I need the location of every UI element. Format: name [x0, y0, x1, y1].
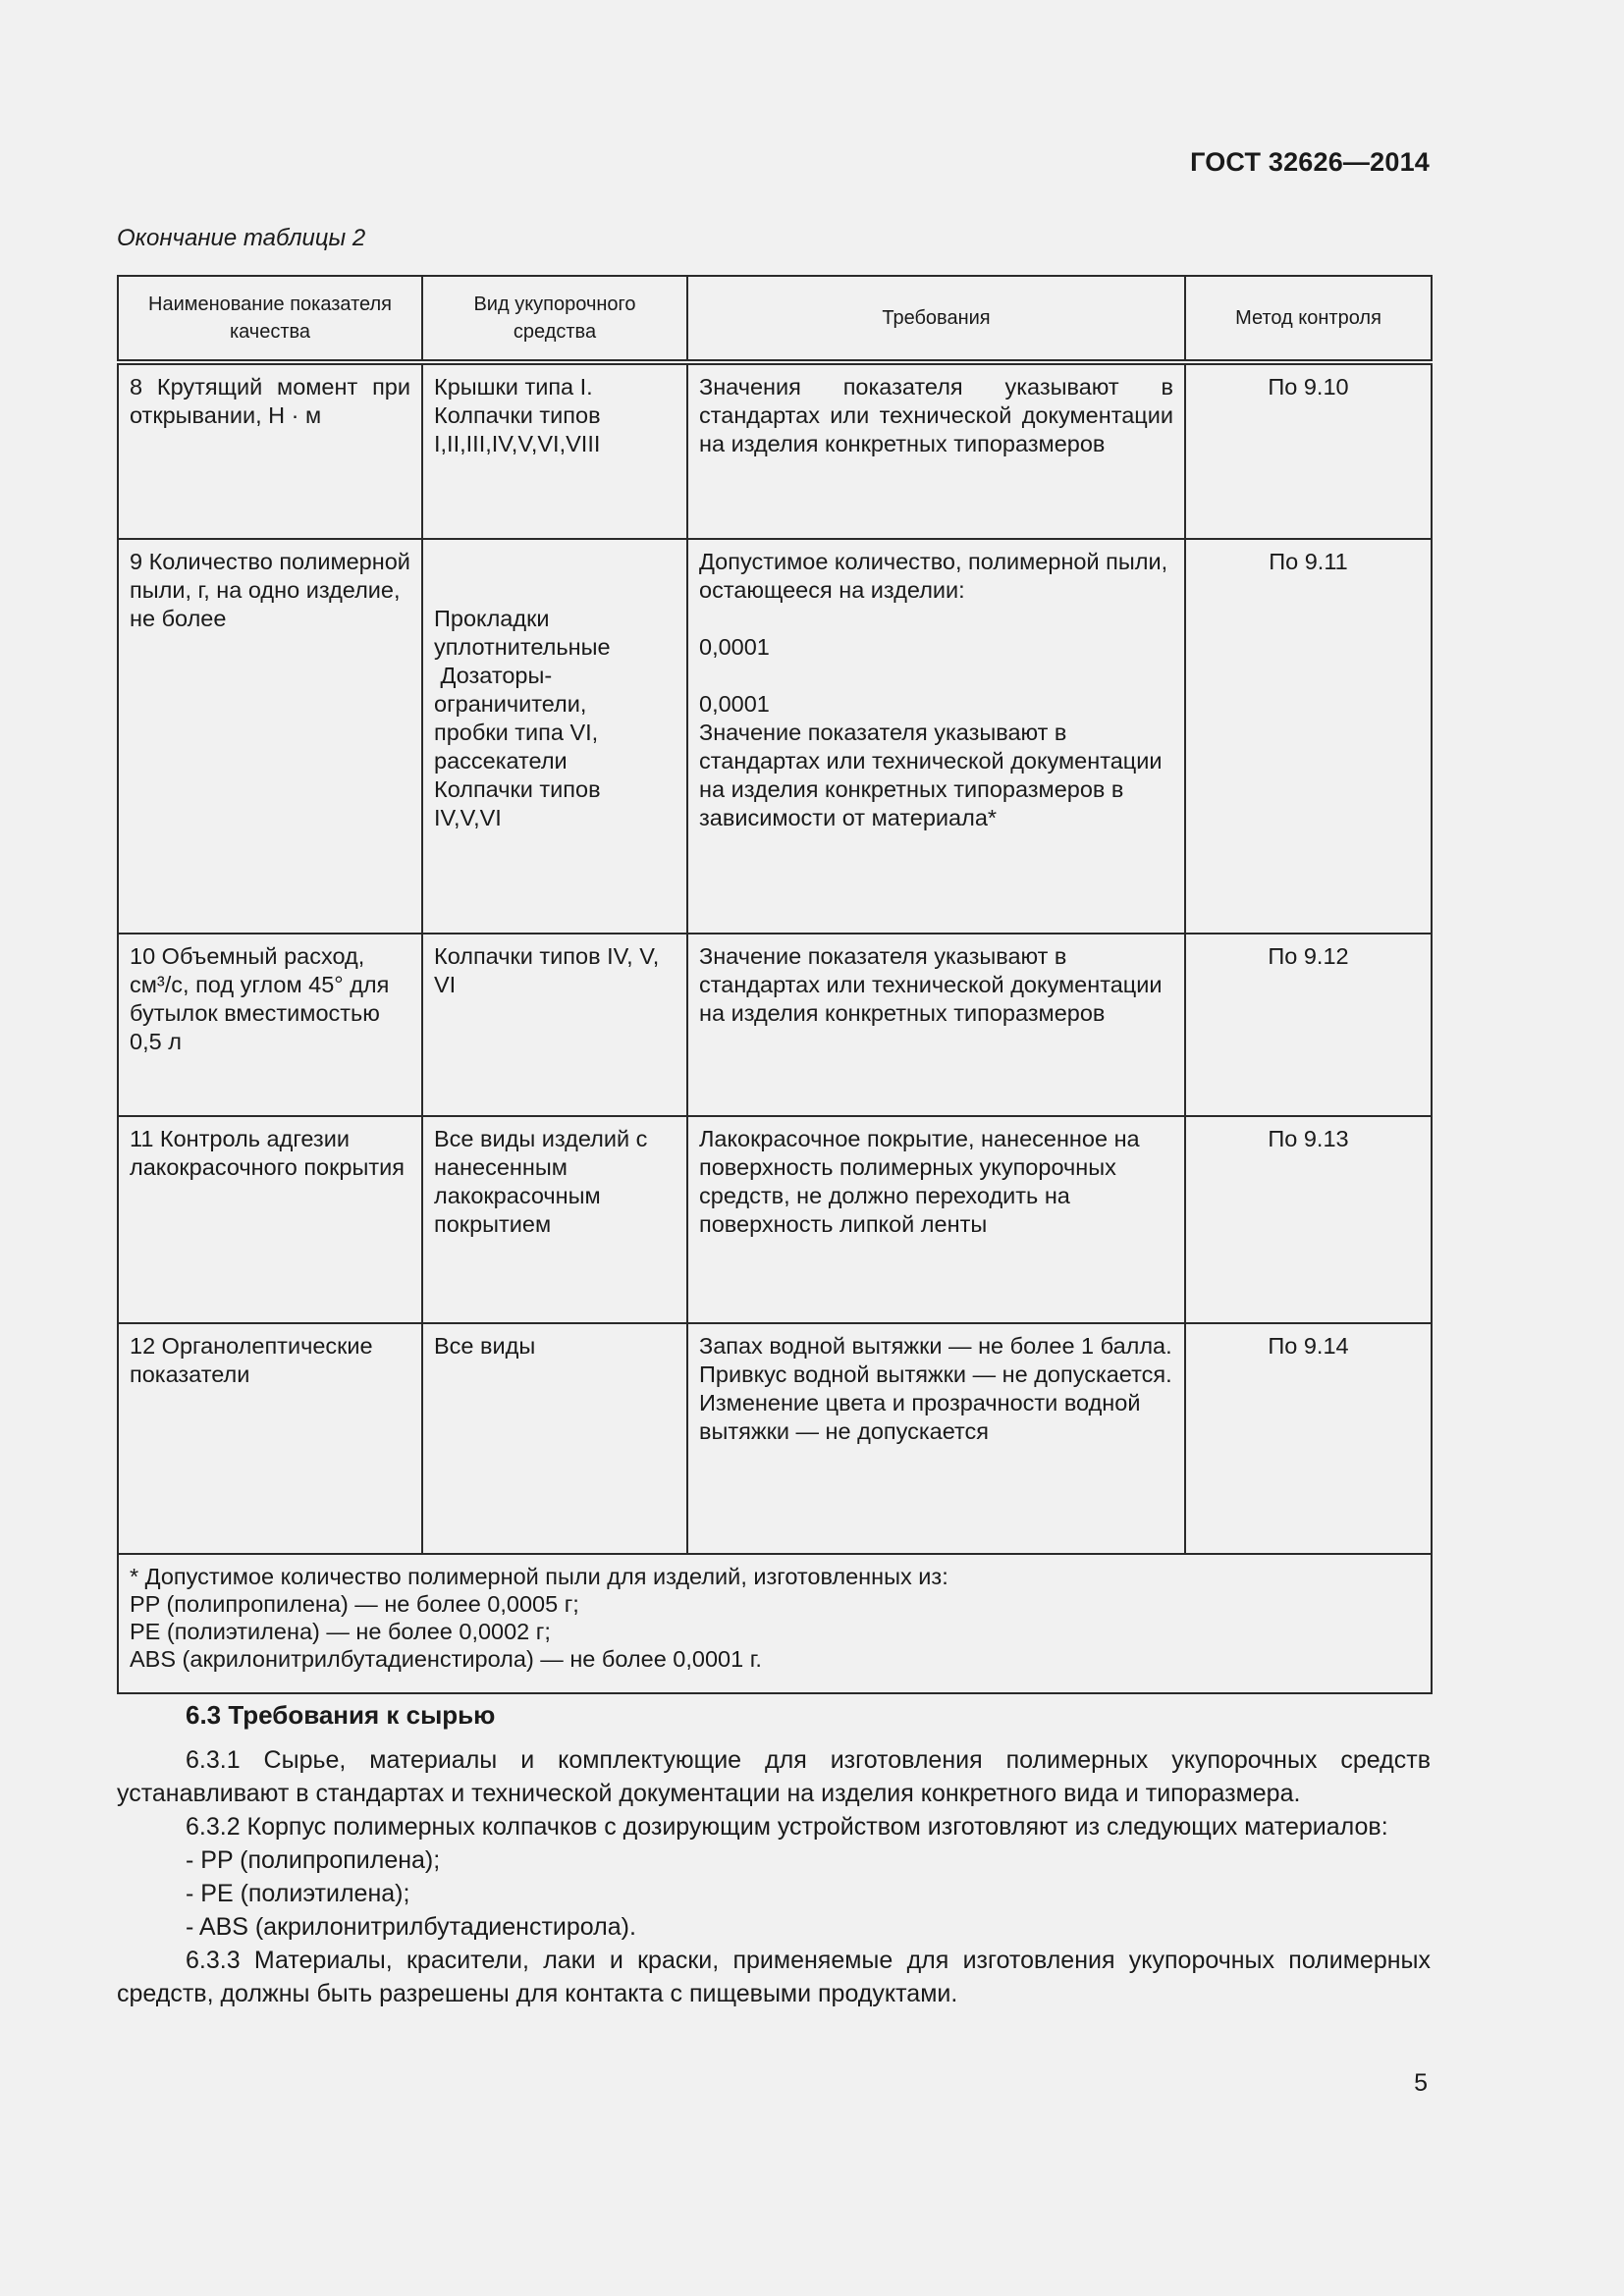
closure-line: I,II,III,IV,V,VI,VIII	[434, 431, 601, 456]
closure-line: пробки типа VI,	[434, 720, 599, 745]
spacer	[699, 662, 1173, 690]
table-header-row	[118, 276, 1432, 362]
requirement-text: Запах водной вытяжки — не более 1 балла.	[699, 1333, 1172, 1359]
list-item: - PP (полипропилена);	[186, 1846, 441, 1874]
closure-line: Колпачки типов	[434, 776, 601, 802]
list-item: - ABS (акрилонитрилбутадиенстирола).	[186, 1913, 636, 1941]
footnote-line: PP (полипропилена) — не более 0,0005 г;	[130, 1591, 579, 1617]
closure-line: рассекатели	[434, 748, 568, 774]
cell-closure	[422, 362, 687, 539]
cell-method: По 9.10	[1185, 362, 1432, 539]
section-raw-materials	[117, 1698, 1431, 2010]
cell-method: По 9.14	[1185, 1323, 1432, 1554]
section-title: 6.3 Требования к сырью	[186, 1700, 496, 1730]
requirement-text: Привкус водной вытяжки — не допускается.	[699, 1362, 1172, 1387]
requirement-text: Значения показателя указывают в стандартах или технической документации на изделия конкретных типоразмеров	[699, 374, 1173, 456]
requirement-text: Значение показателя указывают в стандартах или технической документации на изделия конкретных типоразмеров в зависимости от материала*	[699, 720, 1163, 830]
column-header-closure: Вид укупорочного средства	[422, 276, 687, 362]
cell-name: 11 Контроль адгезии лакокрасочного покрытия	[118, 1116, 422, 1323]
closure-line: уплотнительные	[434, 634, 611, 660]
spacer	[434, 576, 676, 605]
cell-name: 8 Крутящий момент при открывании, Н · м	[118, 362, 422, 539]
cell-requirements	[687, 1323, 1185, 1554]
requirement-value: 0,0001	[699, 634, 770, 660]
cell-requirements	[687, 539, 1185, 934]
document-code: ГОСТ 32626—2014	[1190, 147, 1430, 177]
table-caption: Окончание таблицы 2	[117, 225, 366, 251]
closure-line: IV,V,VI	[434, 805, 502, 830]
table-row	[118, 362, 1432, 539]
cell-method: По 9.11	[1185, 539, 1432, 934]
column-header-method: Метод контроля	[1185, 276, 1432, 362]
paragraph-6-3-3: 6.3.3 Материалы, красители, лаки и краски, применяемые для изготовления укупорочных полимерных средств, должны быть разрешены для контакта с пищевыми продуктами.	[117, 1947, 1431, 2007]
footnote-line: * Допустимое количество полимерной пыли для изделий, изготовленных из:	[130, 1564, 948, 1589]
page-number: 5	[1414, 2069, 1428, 2097]
spacer	[699, 605, 1173, 633]
cell-requirements	[687, 362, 1185, 539]
cell-method: По 9.13	[1185, 1116, 1432, 1323]
closure-line: Колпачки типов	[434, 402, 601, 428]
cell-requirements: Лакокрасочное покрытие, нанесенное на поверхность полимерных укупорочных средств, не должно переходить на поверхность липкой ленты	[687, 1116, 1185, 1323]
table-row	[118, 539, 1432, 934]
footnote-line: ABS (акрилонитрилбутадиенстирола) — не более 0,0001 г.	[130, 1646, 762, 1672]
table-row	[118, 1323, 1432, 1554]
column-header-requirements: Требования	[687, 276, 1185, 362]
table-footnote-row	[118, 1554, 1432, 1693]
closure-line: Крышки типа I.	[434, 374, 593, 400]
requirement-text: Допустимое количество, полимерной пыли, остающееся на изделии:	[699, 549, 1168, 603]
cell-requirements: Значение показателя указывают в стандартах или технической документации на изделия конкретных типоразмеров	[687, 934, 1185, 1116]
column-header-name: Наименование показателя качества	[118, 276, 422, 362]
paragraph-6-3-2: 6.3.2 Корпус полимерных колпачков с дозирующим устройством изготовляют из следующих материалов:	[186, 1813, 1388, 1841]
table-row	[118, 934, 1432, 1116]
cell-closure: Все виды изделий с нанесенным лакокрасочным покрытием	[422, 1116, 687, 1323]
cell-name: 9 Количество полимерной пыли, г, на одно изделие, не более	[118, 539, 422, 934]
requirement-text: Изменение цвета и прозрачности водной вытяжки — не допускается	[699, 1390, 1141, 1444]
cell-closure: Колпачки типов IV, V, VI	[422, 934, 687, 1116]
requirements-table	[117, 275, 1433, 1694]
cell-name: 12 Органолептические показатели	[118, 1323, 422, 1554]
table-row	[118, 1116, 1432, 1323]
cell-closure: Все виды	[422, 1323, 687, 1554]
table-footnote	[118, 1554, 1432, 1693]
closure-line: Прокладки	[434, 606, 550, 631]
cell-closure	[422, 539, 687, 934]
cell-name: 10 Объемный расход, см³/с, под углом 45° для бутылок вместимостью 0,5 л	[118, 934, 422, 1116]
closure-line: Дозаторы-	[434, 663, 553, 688]
requirement-value: 0,0001	[699, 691, 770, 717]
paragraph-6-3-1: 6.3.1 Сырье, материалы и комплектующие для изготовления полимерных укупорочных средств устанавливают в стандартах и технической документации на изделия конкретного вида и типоразмера.	[117, 1746, 1431, 1807]
footnote-line: PE (полиэтилена) — не более 0,0002 г;	[130, 1619, 551, 1644]
cell-method: По 9.12	[1185, 934, 1432, 1116]
closure-line: ограничители,	[434, 691, 587, 717]
list-item: - PE (полиэтилена);	[186, 1880, 410, 1907]
spacer	[434, 548, 676, 576]
